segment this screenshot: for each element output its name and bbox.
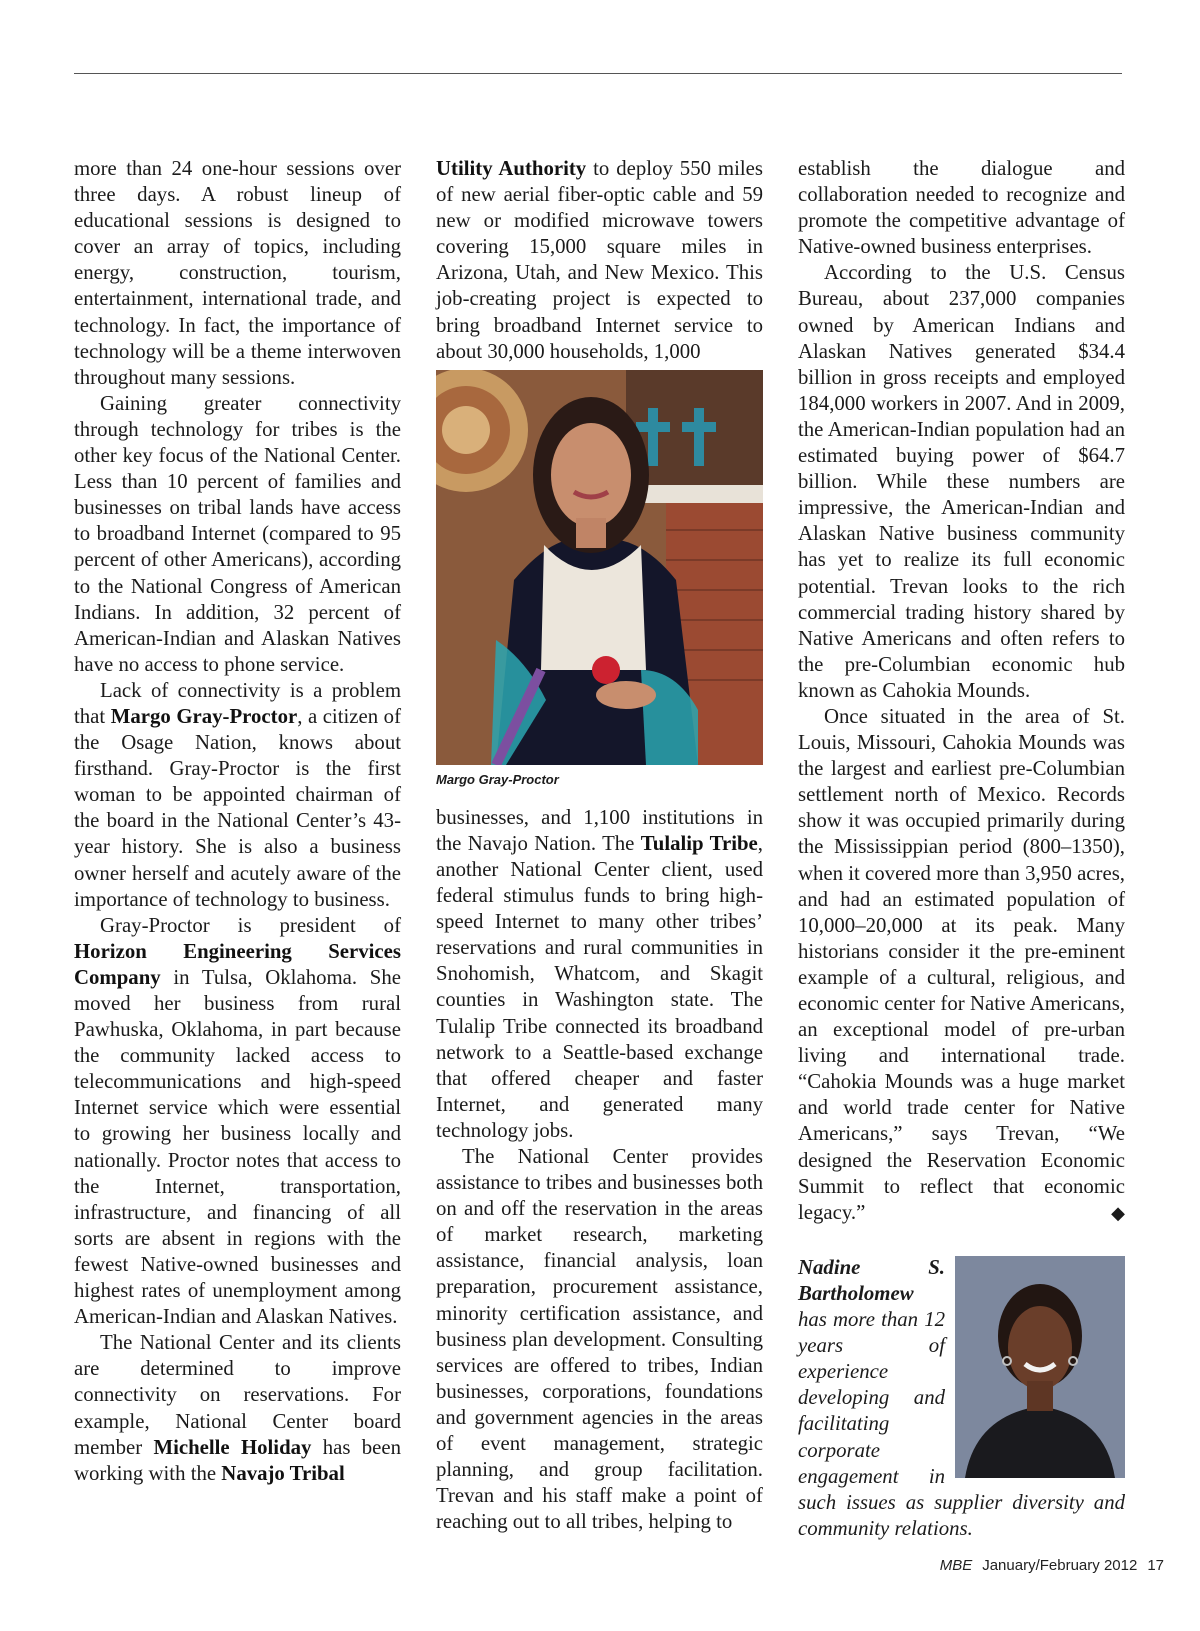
paragraph: Gaining greater connectivity through technology for tribes is the other key focus of the National Center. Less than 10 percent of families and businesses on tribal lands have access to broadband Internet (compared to 95 percent of other Americans), according to the National Congress of American Indians. In addition, 32 percent of American-Indian and Alaskan Natives have no access to phone service. <box>74 391 401 676</box>
paragraph: Gray-Proctor is president of Horizon Engineering Services Company in Tulsa, Oklahoma. She moved her business from rural Pawhuska, Oklahoma, in part because the community lacked access to telecommunications and high-speed Internet service which were essential to growing her business locally and nationally. Proctor notes that access to the Internet, transportation, infrastructure, and financing of all sorts are absent in regions with the fewest Native-owned businesses and highest rates of unemployment among American-Indian and Alaskan Natives. <box>74 913 401 1329</box>
organization-name: Utility Authority <box>436 157 587 180</box>
page-footer <box>940 1557 1164 1574</box>
author-photo <box>955 1256 1125 1478</box>
paragraph: businesses, and 1,100 institutions in the Navajo Nation. The Tulalip Tribe, another National Center client, used federal stimulus funds to bring high-speed Internet to many other tribes’ reservations and rural communities in Snohomish, Whatcom, and Skagit counties in Washington state. The Tulalip Tribe connected its broadband network to a Seattle-based exchange that offered cheaper and faster Internet, and generated many technology jobs. <box>436 805 763 1142</box>
company-name: Horizon Engineering Services Company <box>74 939 401 989</box>
paragraph: Lack of connectivity is a problem that Margo Gray-Proctor, a citizen of the Osage Nation, knows about firsthand. Gray-Proctor is the first woman to be appointed chairman of the board in the National Center’s 43-year history. She is also a business owner herself and acutely aware of the importance of technology to business. <box>74 678 401 911</box>
paragraph: more than 24 one-hour sessions over three days. A robust lineup of educational sessions is designed to cover an array of topics, including energy, construction, tourism, entertainment, international trade, and technology. In fact, the importance of technology will be a theme interwoven throughout many sessions. <box>74 157 401 389</box>
organization-name: Tulalip Tribe <box>640 831 758 855</box>
portrait-illustration <box>436 370 763 765</box>
paragraph: According to the U.S. Census Bureau, about 237,000 companies owned by American Indians and Alaskan Natives generated $34.4 billion in gross receipts and employed 184,000 workers in 2007. And in 2009, the American-Indian population had an estimated buying power of $64.7 billion. While these numbers are impressive, the American-Indian and Alaskan Native business community has yet to realize its full economic potential. Trevan looks to the rich commercial trading history shared by Native Americans and often refers to the pre-Columbian economic hub known as Cahokia Mounds. <box>798 261 1125 702</box>
header-rule <box>74 73 1122 74</box>
author-portrait-illustration <box>955 1256 1125 1478</box>
person-name: Michelle Holiday <box>153 1435 312 1459</box>
organization-name: Navajo Tribal <box>221 1461 345 1485</box>
page-number: 17 <box>1147 1557 1164 1574</box>
author-name: Nadine S. Bartholomew <box>798 1255 945 1305</box>
end-of-article-icon: ◆ <box>1111 1202 1125 1223</box>
article-column-1 <box>74 156 401 1487</box>
paragraph: establish the dialogue and collaboration needed to recognize and promote the competitive advantage of Native-owned business enterprises. <box>798 157 1125 259</box>
paragraph: The National Center provides assistance to tribes and businesses both on and off the reservation in the areas of market research, marketing assistance, financial analysis, loan preparation, procurement assistance, minority certification assistance, and business plan development. Consulting services are offered to tribes, Indian businesses, corporations, foundations and government agencies in the areas of event management, strategic planning, and group facilitation. Trevan and his staff make a point of reaching out to all tribes, helping to <box>436 1144 763 1534</box>
paragraph: Once situated in the area of St. Louis, Missouri, Cahokia Mounds was the largest and earliest pre-Columbian settlement north of Mexico. Records show it was occupied primarily during the Mississippian period (800–1350), when it covered more than 3,950 acres, and had an estimated population of 10,000–20,000 at its peak. Many historians consider it the pre-eminent example of a cultural, religious, and economic center for Native Americans, an exceptional model of pre-urban living and international trade. “Cahokia Mounds was a huge market and world trade center for Native Americans,” says Trevan, “We designed the Reservation Economic Summit to reflect that economic legacy.” ◆ <box>798 704 1125 1224</box>
author-bio <box>798 1255 1125 1542</box>
author-bio-text: Nadine S. Bartholomew has more than 12 years of experience developing and facilitating corporate engagement in such issues as supplier diversity and community relations. <box>798 1255 1125 1540</box>
article-column-2 <box>436 156 763 1535</box>
article-column-3 <box>798 156 1125 1542</box>
issue-date: January/February 2012 <box>982 1557 1138 1574</box>
portrait-photo <box>436 370 763 765</box>
photo-caption: Margo Gray-Proctor <box>436 771 559 787</box>
paragraph: Utility Authority to deploy 550 miles of new aerial fiber-optic cable and 59 new or modified microwave towers covering 15,000 square miles in Arizona, Utah, and New Mexico. This job-creating project is expected to bring broadband Internet service to about 30,000 households, 1,000 <box>436 157 763 363</box>
person-name: Margo Gray-Proctor <box>110 704 298 728</box>
magazine-name: MBE <box>939 1557 973 1574</box>
paragraph: The National Center and its clients are determined to improve connectivity on reservations. For example, National Center board member Michelle Holiday has been working with the Navajo Tribal <box>74 1331 402 1485</box>
